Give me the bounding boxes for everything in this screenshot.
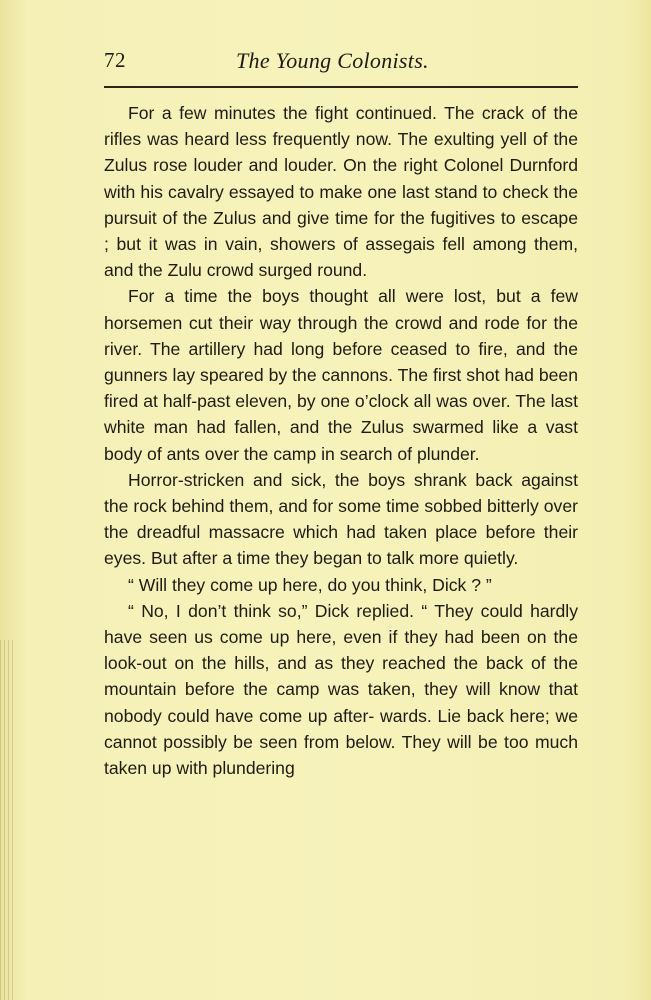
paragraph: “ No, I don’t think so,” Dick replied. “ They could hardly have seen us come up here, even if they had been on the look-out on the hills, and as they reached the back of the mountain before the camp was taken, they will know that nobody could have come up after- wards. Lie back here; we cannot possibly be seen from below. They will be too much taken up with plundering xyxy=(104,600,578,779)
paragraph: “ Will they come up here, do you think, Dick ? ” xyxy=(128,574,492,595)
header-rule xyxy=(104,86,578,88)
page-number: 72 xyxy=(104,48,126,72)
paragraph: For a time the boys thought all were lost, but a few horsemen cut their way through the crowd and rode for the river. The artillery had long before ceased to fire, and the gunners lay speared by the cannons. The first shot had been fired at half-past eleven, by one o’clock all was over. The last white man had fallen, and the Zulus swarmed like a vast body of ants over the camp in search of plunder. xyxy=(104,286,578,464)
body-text xyxy=(104,100,578,781)
running-title: The Young Colonists. xyxy=(236,48,429,73)
paragraph: Horror-stricken and sick, the boys shrank back against the rock behind them, and for some time sobbed bitterly over the dreadful massacre which had taken place before their eyes. But after a time they began to talk more quietly. xyxy=(104,469,578,569)
page-edge-shadow xyxy=(0,640,14,1000)
paragraph: For a few minutes the fight continued. The crack of the rifles was heard less frequently now. The exulting yell of the Zulus rose louder and louder. On the right Colonel Durnford with his cavalry essayed to make one last stand to check the pursuit of the Zulus and give time for the fugitives to escape ; but it was in vain, showers of assegais fell among them, and the Zulu crowd surged round. xyxy=(104,103,578,281)
page-header xyxy=(104,46,578,80)
